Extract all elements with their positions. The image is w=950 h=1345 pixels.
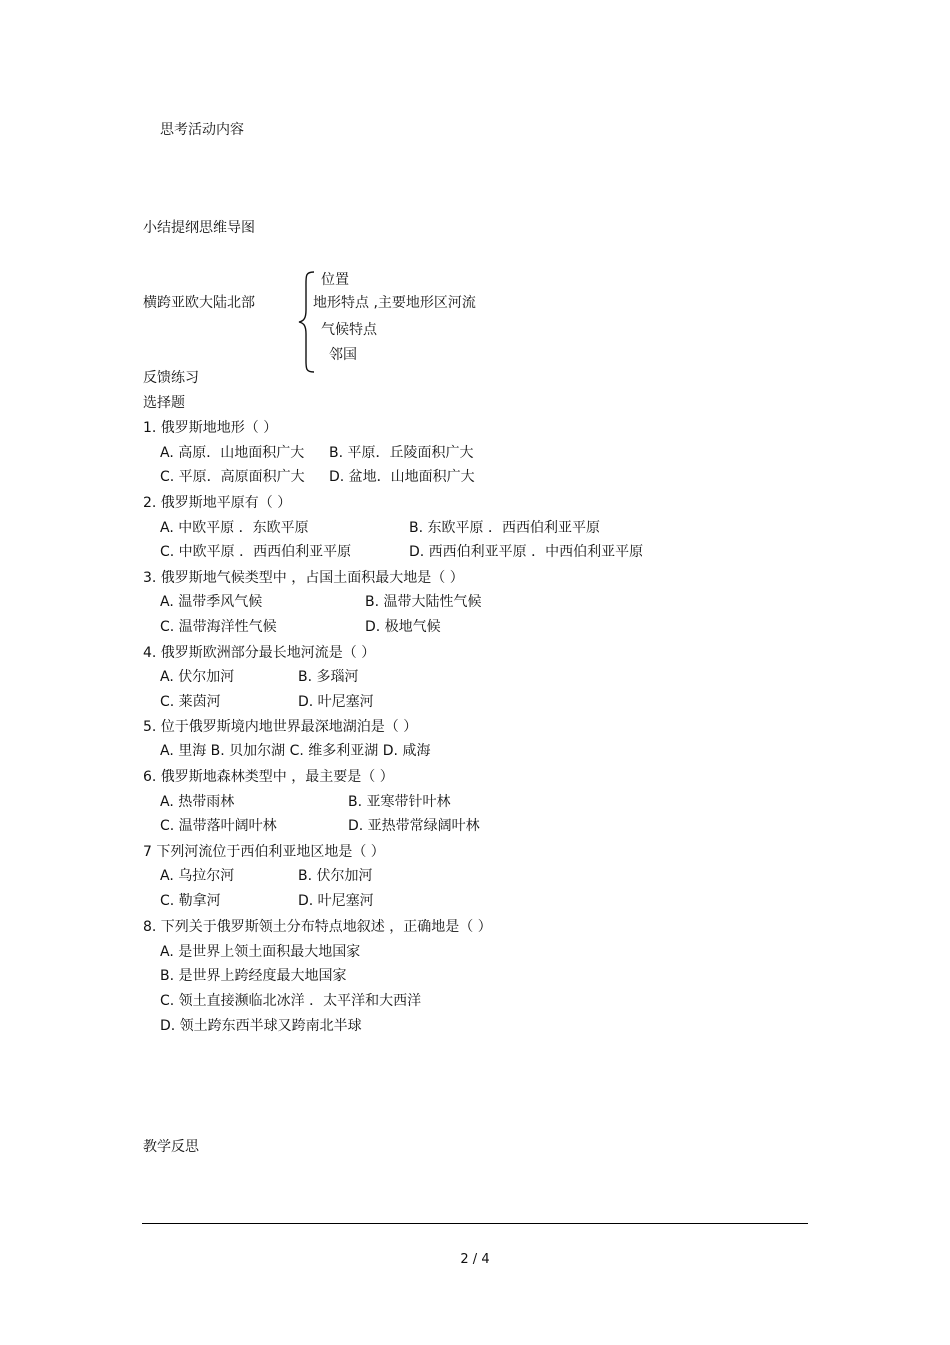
answer-option: A. 里海 B. 贝加尔湖 C. 维多利亚湖 D. 咸海: [160, 743, 431, 759]
answer-option: A. 温带季风气候: [160, 594, 263, 610]
mindmap-branch-location: 位置: [321, 272, 349, 288]
answer-option: D. 亚热带常绿阔叶林: [348, 818, 480, 834]
question-stem: 2. 俄罗斯地平原有（ ）: [143, 495, 292, 511]
question-stem: 8. 下列关于俄罗斯领土分布特点地叙述 ，正确地是（ ）: [143, 919, 492, 935]
feedback-title: 反馈练习: [143, 370, 199, 386]
mindmap-branch-neighbors: 邻国: [329, 347, 357, 363]
answer-option: B. 亚寒带针叶林: [348, 794, 451, 810]
answer-option: A. 热带雨林: [160, 794, 235, 810]
answer-option: C. 中欧平原 ．西西伯利亚平原: [160, 544, 352, 560]
answer-option: A. 是世界上领土面积最大地国家: [160, 944, 361, 960]
answer-option: D. 叶尼塞河: [298, 893, 374, 909]
answer-option: D. 西西伯利亚平原 ．中西伯利亚平原: [409, 544, 644, 560]
answer-option: A. 伏尔加河: [160, 669, 235, 685]
answer-option: A. 中欧平原 ．东欧平原: [160, 520, 309, 536]
answer-option: C. 平原．高原面积广大: [160, 469, 305, 485]
question-stem: 5. 位于俄罗斯境内地世界最深地湖泊是（ ）: [143, 719, 418, 735]
question-stem: 3. 俄罗斯地气候类型中 ，占国土面积最大地是（ ）: [143, 570, 464, 586]
brace-icon: [296, 270, 318, 374]
mindmap-branch-climate: 气候特点: [321, 322, 377, 338]
answer-option: C. 领土直接濒临北冰洋 ．太平洋和大西洋: [160, 993, 422, 1009]
answer-option: B. 东欧平原 ．西西伯利亚平原: [409, 520, 600, 536]
footer-divider: [142, 1223, 808, 1224]
answer-option: B. 伏尔加河: [298, 868, 373, 884]
answer-option: B. 是世界上跨经度最大地国家: [160, 968, 347, 984]
answer-option: C. 莱茵河: [160, 694, 221, 710]
answer-option: D. 盆地．山地面积广大: [329, 469, 475, 485]
question-stem: 1. 俄罗斯地地形（ ）: [143, 420, 278, 436]
summary-outline-title: 小结提纲思维导图: [143, 220, 255, 236]
page-number: 2 / 4: [460, 1252, 490, 1267]
answer-option: A. 高原．山地面积广大: [160, 445, 305, 461]
answer-option: D. 领土跨东西半球又跨南北半球: [160, 1018, 362, 1034]
question-stem: 6. 俄罗斯地森林类型中 ，最主要是（ ）: [143, 769, 394, 785]
multiple-choice-title: 选择题: [143, 395, 185, 411]
mindmap-branch-terrain: 地形特点 ,主要地形区河流: [313, 295, 476, 311]
teaching-reflection-title: 教学反思: [143, 1139, 199, 1155]
answer-option: D. 极地气候: [365, 619, 441, 635]
answer-option: B. 温带大陆性气候: [365, 594, 482, 610]
answer-option: B. 平原．丘陵面积广大: [329, 445, 474, 461]
answer-option: B. 多瑙河: [298, 669, 359, 685]
answer-option: A. 乌拉尔河: [160, 868, 235, 884]
answer-option: C. 温带落叶阔叶林: [160, 818, 277, 834]
question-stem: 7 下列河流位于西伯利亚地区地是（ ）: [143, 844, 385, 860]
answer-option: C. 勒拿河: [160, 893, 221, 909]
mindmap-root: 横跨亚欧大陆北部: [143, 295, 255, 311]
question-stem: 4. 俄罗斯欧洲部分最长地河流是（ ）: [143, 645, 376, 661]
answer-option: C. 温带海洋性气候: [160, 619, 277, 635]
thinking-activity-title: 思考活动内容: [160, 122, 244, 138]
answer-option: D. 叶尼塞河: [298, 694, 374, 710]
